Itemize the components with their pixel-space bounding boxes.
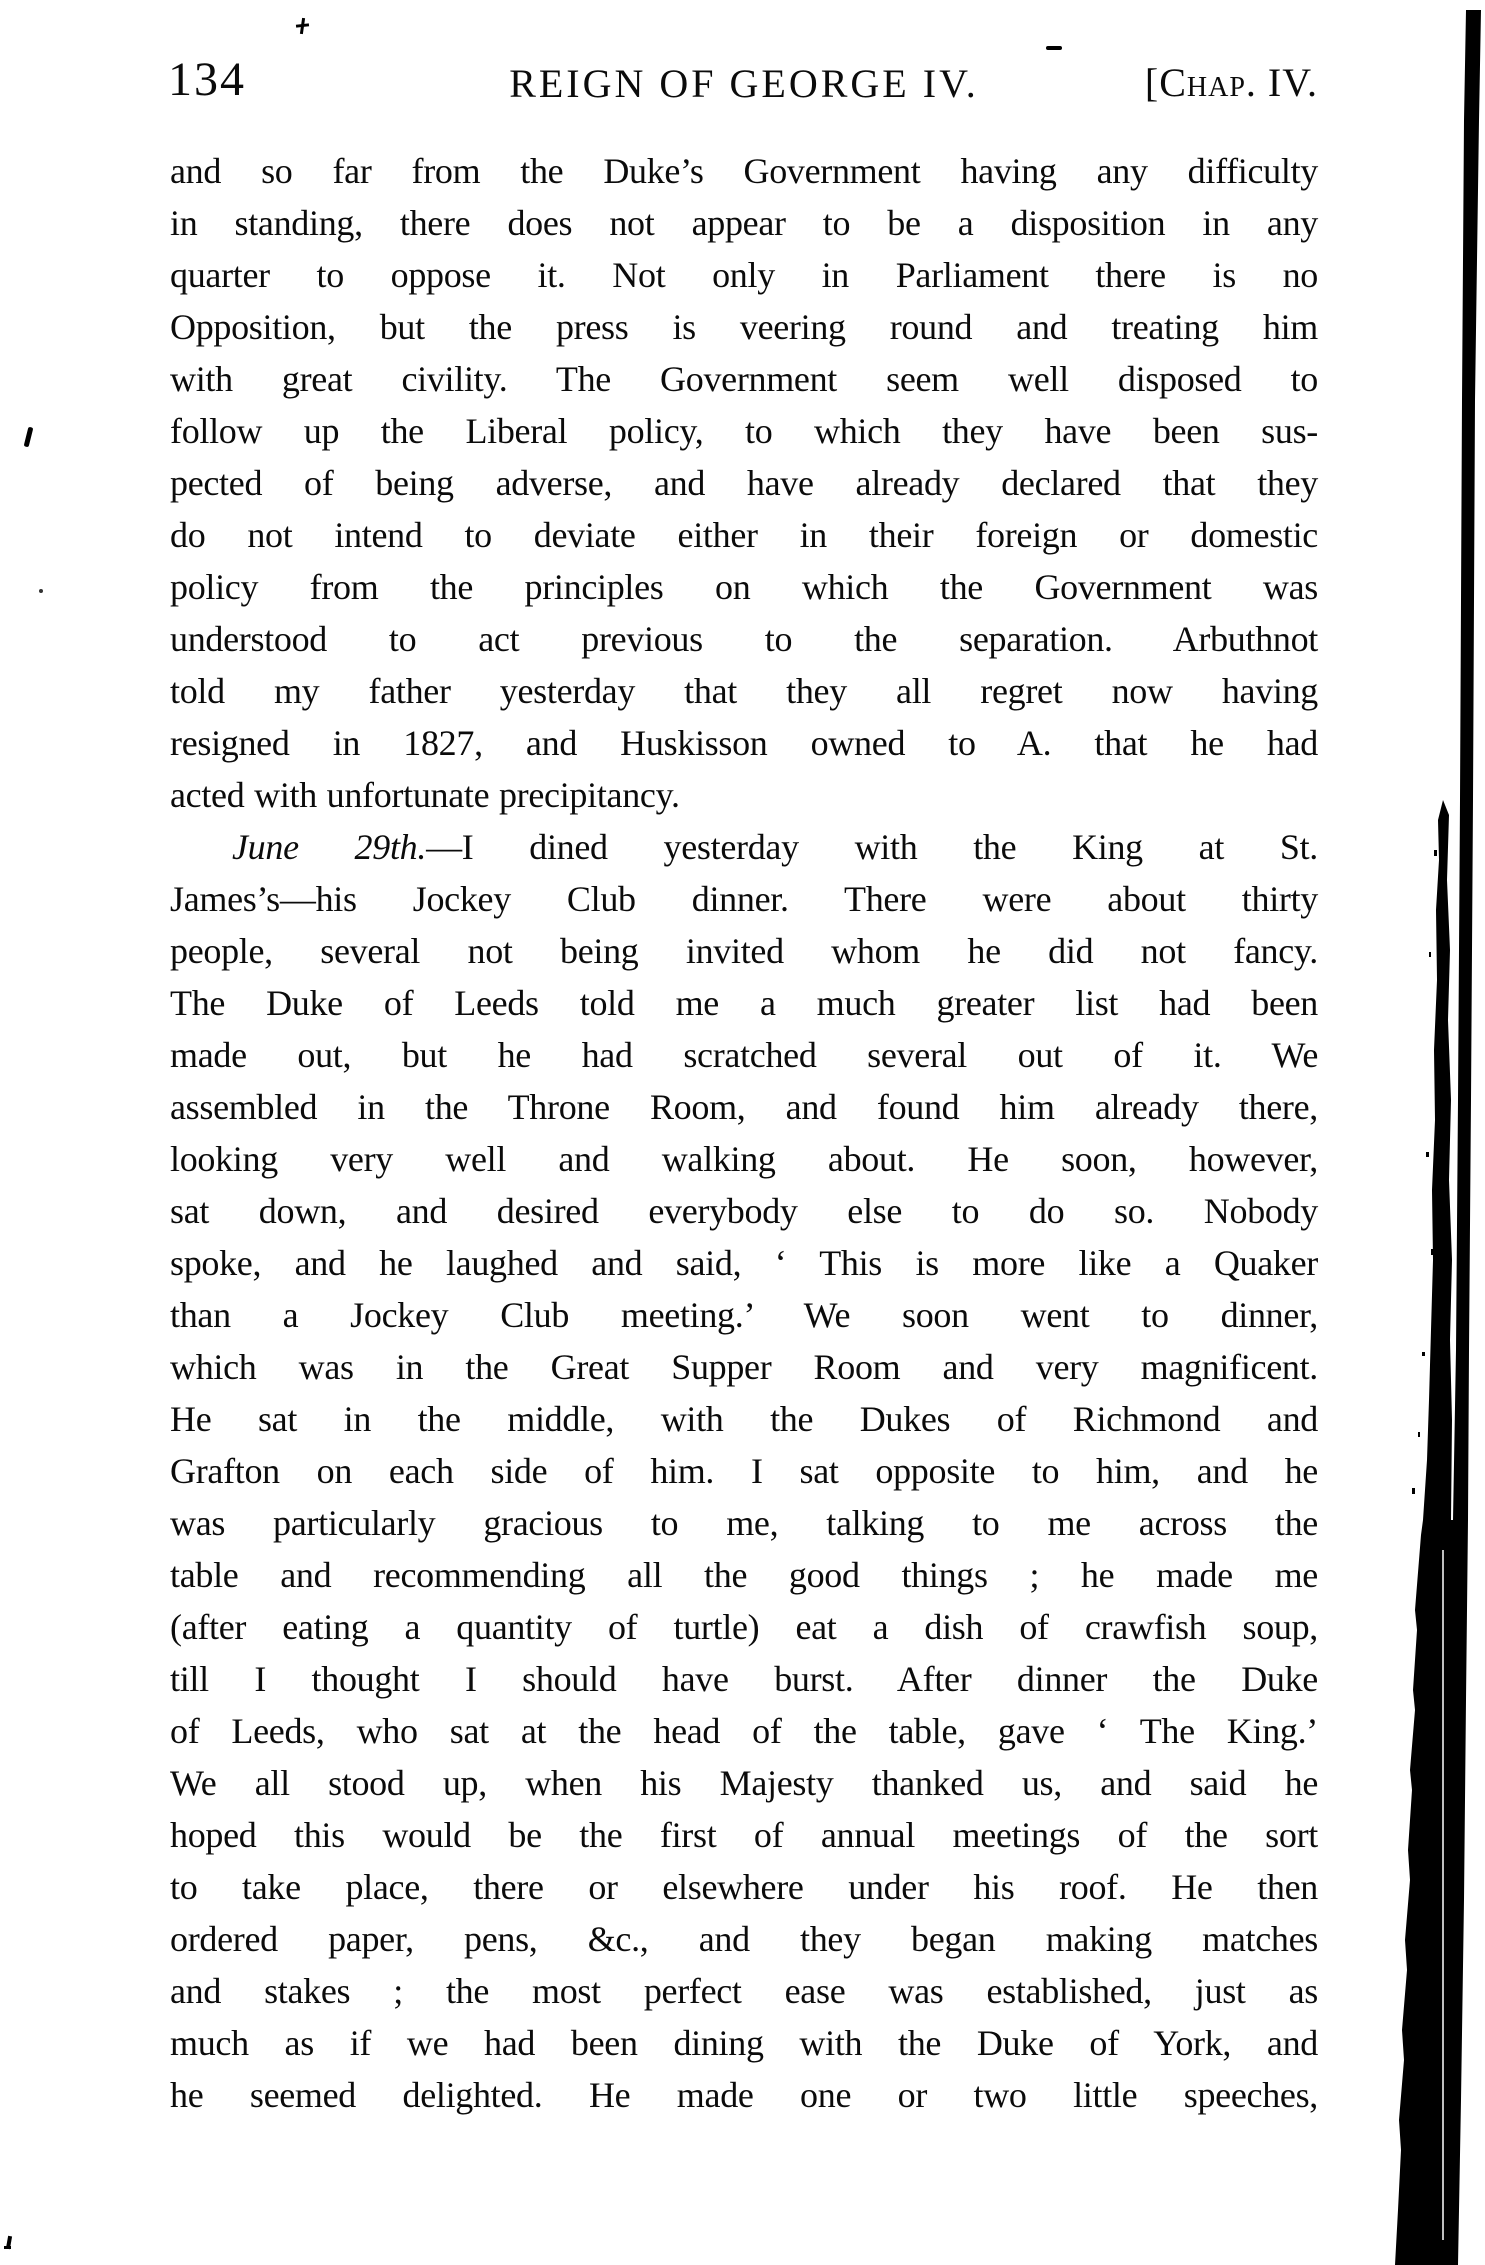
text-line: do not intend to deviate either in their foreign or domestic [170, 515, 1318, 555]
text-line [170, 821, 1318, 873]
page-body [170, 145, 1318, 2121]
text-line: and so far from the Duke’s Government having any difficulty [170, 151, 1318, 191]
text-line: We all stood up, when his Majesty thanked us, and said he [170, 1763, 1318, 1803]
text-line: policy from the principles on which the Government was [170, 567, 1318, 607]
text-line: Opposition, but the press is veering round and treating him [170, 307, 1318, 347]
text-line: assembled in the Throne Room, and found him already there, [170, 1087, 1318, 1127]
text-line: (after eating a quantity of turtle) eat a dish of crawfish soup, [170, 1607, 1318, 1647]
corner-ink-mark [4, 2246, 11, 2249]
text-line: Grafton on each side of him. I sat opposite to him, and he [170, 1451, 1318, 1491]
text-line: people, several not being invited whom he did not fancy. [170, 931, 1318, 971]
text-line: acted with unfortunate precipitancy. [170, 775, 680, 815]
text-line: much as if we had been dining with the Duke of York, and [170, 2023, 1318, 2063]
text-line: table and recommending all the good things ; he made me [170, 1555, 1318, 1595]
text-line: in standing, there does not appear to be a disposition in any [170, 203, 1318, 243]
running-title: REIGN OF GEORGE IV. [509, 61, 979, 106]
text-line: he seemed delighted. He made one or two little speeches, [170, 2075, 1318, 2115]
text-line: hoped this would be the first of annual meetings of the sort [170, 1815, 1318, 1855]
page-number: 134 [168, 53, 246, 106]
margin-ink-mark [24, 427, 34, 448]
text-line: understood to act previous to the separation. Arbuthnot [170, 619, 1318, 659]
text-line: He sat in the middle, with the Dukes of Richmond and [170, 1399, 1318, 1439]
ink-speck [1046, 46, 1062, 50]
text-line: which was in the Great Supper Room and very magnificent. [170, 1347, 1318, 1387]
text-line: and stakes ; the most perfect ease was established, just as [170, 1971, 1318, 2011]
text-line: spoke, and he laughed and said, ‘ This is more like a Quaker [170, 1243, 1318, 1283]
text-line: of Leeds, who sat at the head of the table, gave ‘ The King.’ [170, 1711, 1318, 1751]
text-line: told my father yesterday that they all regret now having [170, 671, 1318, 711]
margin-ink-dot [39, 589, 43, 593]
paragraph-2 [170, 821, 1318, 2121]
text-line: ordered paper, pens, &c., and they began making matches [170, 1919, 1318, 1959]
paragraph-2-lines [170, 873, 1318, 2121]
text-line: till I thought I should have burst. After dinner the Duke [170, 1659, 1318, 1699]
text-line: to take place, there or elsewhere under his roof. He then [170, 1867, 1318, 1907]
text-line: than a Jockey Club meeting.’ We soon went to dinner, [170, 1295, 1318, 1335]
text-line: James’s—his Jockey Club dinner. There were about thirty [170, 879, 1318, 919]
text-line: The Duke of Leeds told me a much greater list had been [170, 983, 1318, 1023]
text-line: follow up the Liberal policy, to which they have been sus- [170, 411, 1318, 451]
paragraph-1-lines [170, 145, 1318, 769]
text-line: made out, but he had scratched several out of it. We [170, 1035, 1318, 1075]
text-line: quarter to oppose it. Not only in Parliament there is no [170, 255, 1318, 295]
paragraph-1 [170, 145, 1318, 821]
text-line: pected of being adverse, and have already declared that they [170, 463, 1318, 503]
text-line: was particularly gracious to me, talking to me across the [170, 1503, 1318, 1543]
text-line: resigned in 1827, and Huskisson owned to A. that he had [170, 723, 1318, 763]
text-line-rest: —I dined yesterday with the King at St. [426, 827, 1318, 867]
text-line: with great civility. The Government seem well disposed to [170, 359, 1318, 399]
text-line: looking very well and walking about. He soon, however, [170, 1139, 1318, 1179]
chapter-reference: [Chap. IV. [1144, 60, 1318, 105]
text-line: sat down, and desired everybody else to do so. Nobody [170, 1191, 1318, 1231]
diary-date-heading: June 29th. [232, 827, 427, 867]
